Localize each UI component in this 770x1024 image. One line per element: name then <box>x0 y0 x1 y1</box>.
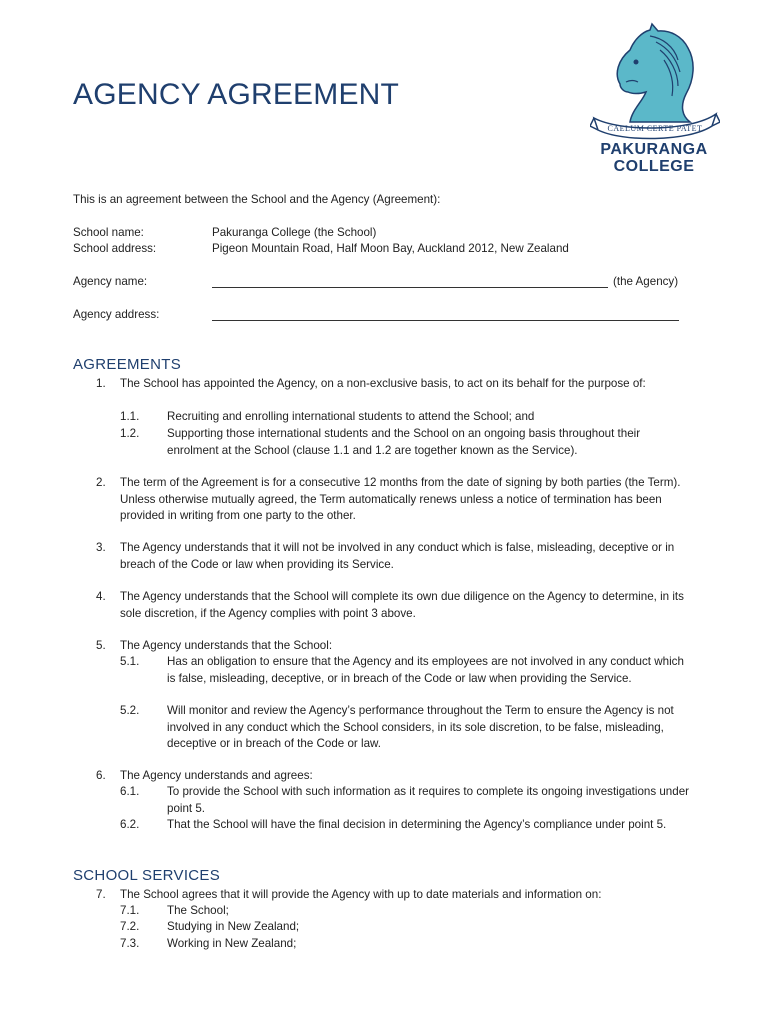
subitem-text: To provide the School with such information as it requires to complete its ongoing investigations under point 5. <box>167 785 690 815</box>
subitem-text: The School; <box>167 904 229 917</box>
subitem-number: 6.1. <box>120 785 140 798</box>
item-text: The School agrees that it will provide the Agency with up to date materials and information on: <box>120 888 602 901</box>
list-item <box>73 589 693 623</box>
item-text: The Agency understands that the School: <box>120 639 333 652</box>
item-text: The School has appointed the Agency, on a non-exclusive basis, to act on its behalf for the purpose of: <box>120 377 646 390</box>
school-name-label: School name: <box>73 226 144 239</box>
subitem-number: 5.2. <box>120 704 140 717</box>
agency-address-label: Agency address: <box>73 308 160 321</box>
item-number: 5. <box>96 639 106 652</box>
list-item <box>73 540 693 574</box>
subitem-number: 6.2. <box>120 818 140 831</box>
list-item <box>73 475 693 525</box>
agency-name-suffix: (the Agency) <box>613 275 679 288</box>
item-number: 1. <box>96 377 106 390</box>
subitem-text: That the School will have the final decision in determining the Agency’s compliance under point 5. <box>167 818 667 831</box>
subitem-text: Supporting those international students and the School on an ongoing basis throughout their enrolment at the School (clause 1.1 and 1.2 are together known as the Service). <box>167 427 641 457</box>
subitem-text: Recruiting and enrolling international students to attend the School; and <box>167 410 535 423</box>
section-heading-agreements: AGREEMENTS <box>73 356 182 373</box>
item-number: 2. <box>96 476 106 489</box>
school-address-value: Pigeon Mountain Road, Half Moon Bay, Auckland 2012, New Zealand <box>212 242 569 255</box>
page-title: AGENCY AGREEMENT <box>73 78 400 111</box>
logo-line-1: PAKURANGA <box>600 141 708 158</box>
item-text: The Agency understands that the School will complete its own due diligence on the Agency to determine, in its sole discretion, if the Agency complies with point 3 above. <box>120 590 684 620</box>
item-text: The term of the Agreement is for a consecutive 12 months from the date of signing by both parties (the Term). Unless otherwise mutually agreed, the Term automatically renews unless a notice of termination has been provided in writing from one party to the other. <box>120 476 681 522</box>
subitem-number: 7.3. <box>120 937 140 950</box>
item-text: The Agency understands and agrees: <box>120 769 313 782</box>
school-address-label: School address: <box>73 242 157 255</box>
logo-motto: CAELUM CERTE PATET <box>607 124 703 133</box>
subitem-number: 1.2. <box>120 427 140 440</box>
item-number: 6. <box>96 769 106 782</box>
school-name-value: Pakuranga College (the School) <box>212 226 377 239</box>
item-number: 4. <box>96 590 106 603</box>
list-item <box>73 768 693 850</box>
item-text: The Agency understands that it will not be involved in any conduct which is false, misleading, deceptive or in breach of the Code or law when providing its Service. <box>120 541 675 571</box>
agency-name-blank-line[interactable] <box>212 287 608 288</box>
subitem-text: Will monitor and review the Agency’s performance throughout the Term to ensure the Agency is not involved in any conduct which the School considers, in its sole discretion, to be false, misleading, deceptive or in breach of the Code or law. <box>167 704 674 750</box>
agency-name-label: Agency name: <box>73 275 148 288</box>
list-item <box>73 887 693 953</box>
agency-address-blank-line[interactable] <box>212 320 679 321</box>
subitem-number: 5.1. <box>120 655 140 668</box>
item-number: 3. <box>96 541 106 554</box>
subitem-text: Studying in New Zealand; <box>167 920 300 933</box>
section-heading-school-services: SCHOOL SERVICES <box>73 867 221 884</box>
subitem-number: 1.1. <box>120 410 140 423</box>
list-item <box>73 638 693 753</box>
subitem-number: 7.2. <box>120 920 140 933</box>
intro-text: This is an agreement between the School and the Agency (Agreement): <box>73 193 441 206</box>
list-item <box>73 376 693 456</box>
subitem-text: Has an obligation to ensure that the Agency and its employees are not involved in any conduct which is false, misleading, deceptive, or in breach of the Code or law when providing the Service. <box>167 655 684 685</box>
logo-line-2: COLLEGE <box>613 158 695 175</box>
item-number: 7. <box>96 888 106 901</box>
subitem-number: 7.1. <box>120 904 140 917</box>
subitem-text: Working in New Zealand; <box>167 937 297 950</box>
